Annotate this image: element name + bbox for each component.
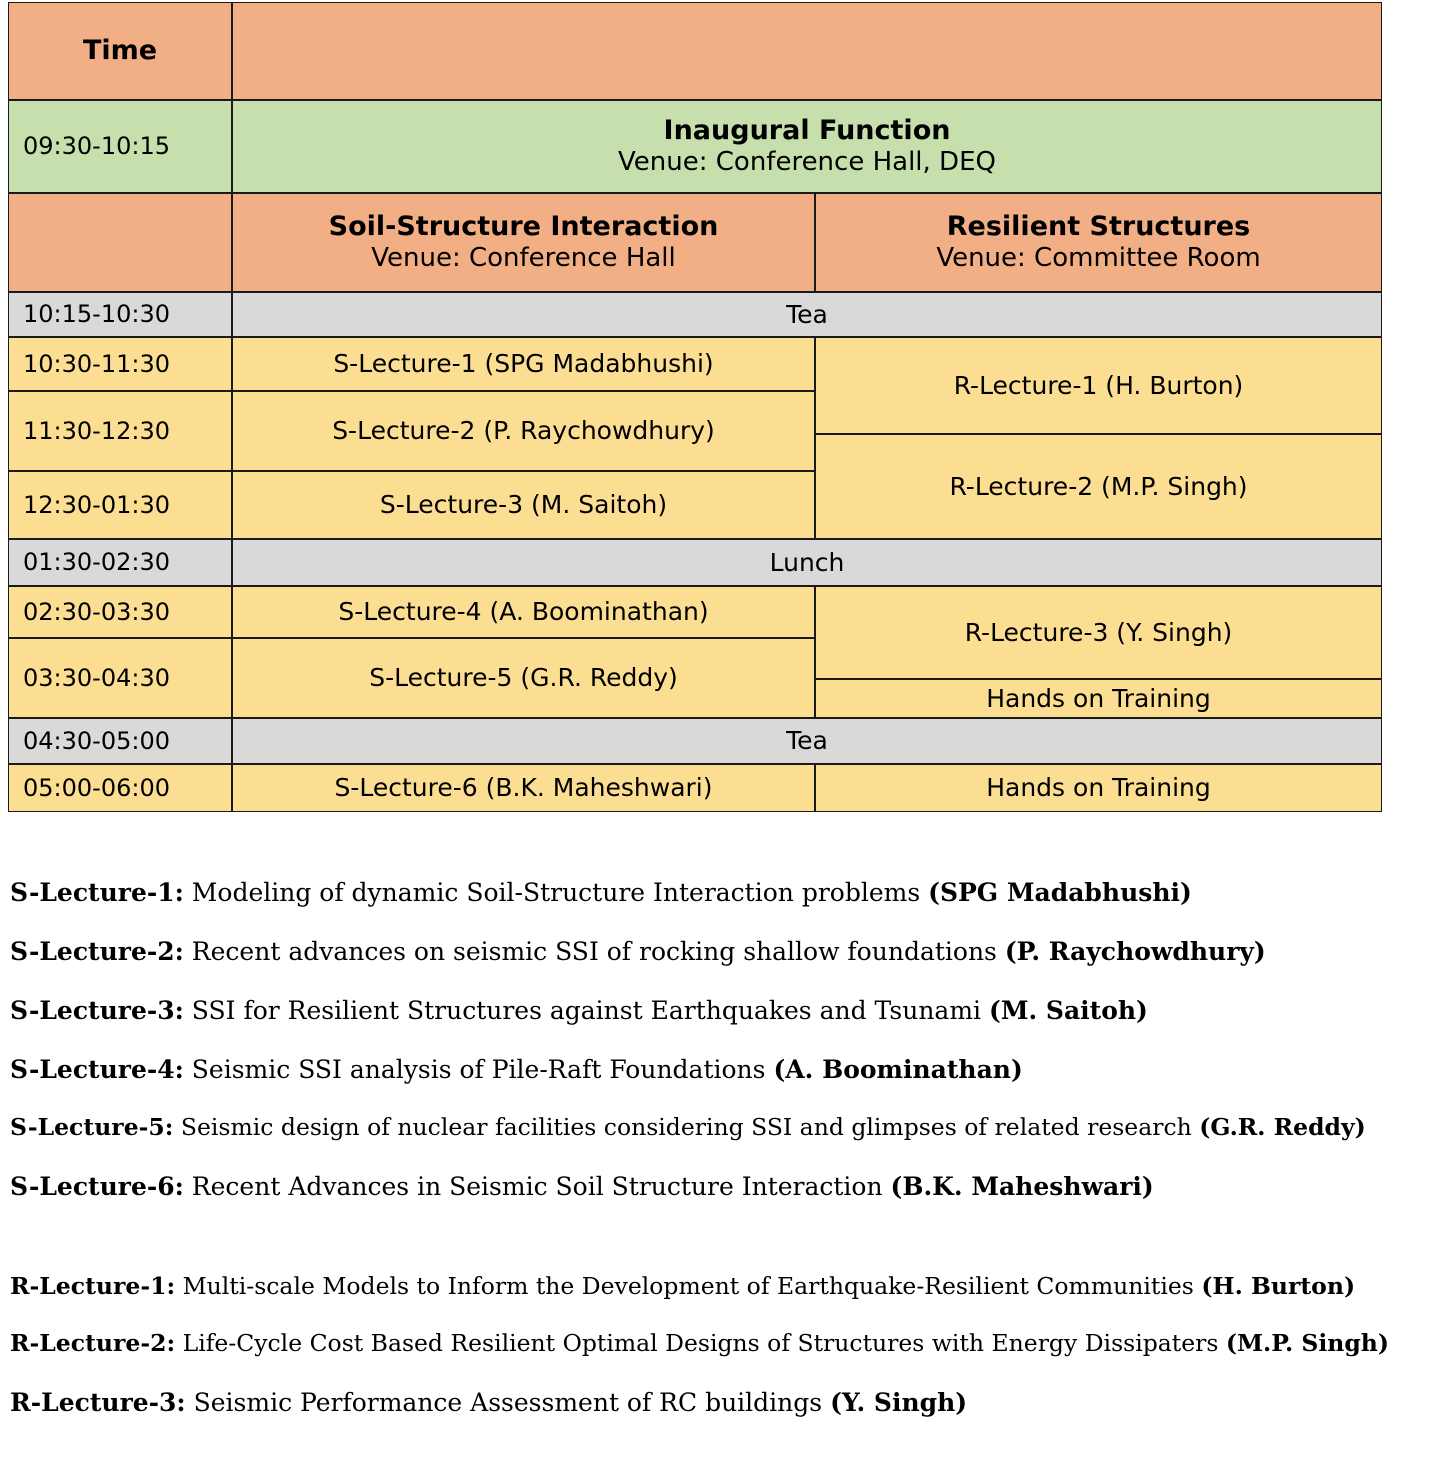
slot3-time-label: 12:30-01:30 <box>23 490 170 519</box>
note-r3-speaker: (Y. Singh) <box>830 1387 968 1417</box>
lecture-abstract-list <box>10 880 1435 1449</box>
slot2-soil-cell <box>232 391 815 471</box>
note-s3-speaker: (M. Saitoh) <box>988 996 1148 1025</box>
inaugural-function-cell <box>232 100 1382 193</box>
track-header-soil-structure <box>232 193 815 292</box>
tea1-break-cell <box>232 292 1382 337</box>
note-s5-label: S-Lecture-5: <box>10 1113 174 1141</box>
note-r1-label: R-Lecture-1: <box>10 1271 176 1300</box>
note-s6-body: Recent Advances in Seismic Soil Structure Interaction <box>183 1171 891 1201</box>
slot2-time-label: 11:30-12:30 <box>23 416 170 445</box>
r-lecture-1-entry: R-Lecture-1 (H. Burton) <box>953 370 1244 400</box>
slot1-time-cell <box>8 337 232 391</box>
tea1-time-label: 10:15-10:30 <box>23 300 170 329</box>
note-r1-body: Multi-scale Models to Inform the Development of Earthquake-Resilient Communities <box>175 1271 1202 1300</box>
track-header-resilient <box>815 193 1382 292</box>
note-s4-label: S-Lecture-4: <box>10 1055 184 1084</box>
note-s1-body: Modeling of dynamic Soil-Structure Interaction problems <box>183 878 929 907</box>
note-s-lecture-3 <box>10 998 1435 1023</box>
track-resilient-venue: Venue: Committee Room <box>936 243 1261 274</box>
lunch-time-label: 01:30-02:30 <box>23 548 170 577</box>
note-s-lecture-1 <box>10 880 1435 905</box>
lunch-label: Lunch <box>769 547 845 577</box>
note-s3-label: S-Lecture-3: <box>10 996 184 1025</box>
slot4-soil-cell <box>232 586 815 638</box>
note-s2-body: Recent advances on seismic SSI of rocking shallow foundations <box>183 937 1005 966</box>
slot5-time-label: 03:30-04:30 <box>23 663 170 692</box>
inaugural-venue: Venue: Conference Hall, DEQ <box>618 147 996 178</box>
slot4-time-label: 02:30-03:30 <box>23 597 170 626</box>
note-s6-speaker: (B.K. Maheshwari) <box>890 1171 1154 1201</box>
header-time-cell <box>8 2 232 100</box>
lunch-time-cell <box>8 539 232 586</box>
slot5-time-cell <box>8 638 232 718</box>
tea1-time-cell <box>8 292 232 337</box>
track-soil-title: Soil-Structure Interaction <box>328 211 719 243</box>
note-s3-body: SSI for Resilient Structures against Earthquakes and Tsunami <box>183 996 989 1025</box>
slot6-soil-cell <box>232 764 815 812</box>
r-lecture-3-entry: R-Lecture-3 (Y. Singh) <box>964 617 1233 647</box>
tea2-time-label: 04:30-05:00 <box>23 726 170 755</box>
inaugural-time-label: 09:30-10:15 <box>23 132 170 161</box>
note-s4-speaker: (A. Boominathan) <box>773 1055 1023 1084</box>
track-resilient-title: Resilient Structures <box>946 211 1251 243</box>
r-lecture-2-cell <box>815 434 1382 539</box>
note-r2-label: R-Lecture-2: <box>10 1329 176 1357</box>
slot5-soil-cell <box>232 638 815 718</box>
note-s-lecture-2 <box>10 939 1435 964</box>
s-lecture-3-entry: S-Lecture-3 (M. Saitoh) <box>379 490 668 520</box>
inaugural-time-cell <box>8 100 232 193</box>
note-r2-body: Life-Cycle Cost Based Resilient Optimal Designs of Structures with Energy Dissipaters <box>175 1329 1226 1357</box>
hands-on-training-2-cell <box>815 764 1382 812</box>
slot3-soil-cell <box>232 471 815 539</box>
s-lecture-2-entry: S-Lecture-2 (P. Raychowdhury) <box>332 416 715 446</box>
note-s6-label: S-Lecture-6: <box>10 1171 184 1201</box>
note-s4-body: Seismic SSI analysis of Pile-Raft Foundations <box>183 1055 774 1084</box>
slot1-time-label: 10:30-11:30 <box>23 349 170 378</box>
s-lecture-4-entry: S-Lecture-4 (A. Boominathan) <box>338 597 709 627</box>
s-lecture-6-entry: S-Lecture-6 (B.K. Maheshwari) <box>334 773 713 803</box>
tea1-label: Tea <box>786 299 828 329</box>
s-lecture-5-entry: S-Lecture-5 (G.R. Reddy) <box>369 663 678 693</box>
lunch-break-cell <box>232 539 1382 586</box>
slot3-time-cell <box>8 471 232 539</box>
note-s1-label: S-Lecture-1: <box>10 878 184 907</box>
note-s2-label: S-Lecture-2: <box>10 937 184 966</box>
r-lecture-3-cell <box>815 586 1382 679</box>
hands-on-training-1-cell <box>815 679 1382 718</box>
s-lecture-1-entry: S-Lecture-1 (SPG Madabhushi) <box>333 349 714 379</box>
note-r1-speaker: (H. Burton) <box>1201 1271 1356 1300</box>
r-lecture-2-entry: R-Lecture-2 (M.P. Singh) <box>949 471 1248 501</box>
slot6-time-label: 05:00-06:00 <box>23 773 170 802</box>
tea2-break-cell <box>232 718 1382 764</box>
r-lecture-1-cell <box>815 337 1382 434</box>
hands-on-training-2-entry: Hands on Training <box>986 773 1211 803</box>
note-s2-speaker: (P. Raychowdhury) <box>1004 937 1266 966</box>
tea2-label: Tea <box>786 726 828 756</box>
slot4-time-cell <box>8 586 232 638</box>
note-r2-speaker: (M.P. Singh) <box>1225 1329 1389 1357</box>
inaugural-title: Inaugural Function <box>663 115 951 147</box>
track-soil-venue: Venue: Conference Hall <box>371 243 676 274</box>
notes-section-divider <box>10 1233 1435 1275</box>
note-s-lecture-4 <box>10 1057 1435 1082</box>
note-s5-body: Seismic design of nuclear facilities considering SSI and glimpses of related research <box>173 1113 1200 1141</box>
slot6-time-cell <box>8 764 232 812</box>
note-s-lecture-6 <box>10 1171 1435 1201</box>
note-s1-speaker: (SPG Madabhushi) <box>928 878 1192 907</box>
hands-on-training-1-entry: Hands on Training <box>986 683 1211 713</box>
note-r-lecture-1 <box>10 1271 1435 1300</box>
note-r3-body: Seismic Performance Assessment of RC buildings <box>185 1387 831 1417</box>
slot2-time-cell <box>8 391 232 471</box>
note-s5-speaker: (G.R. Reddy) <box>1199 1113 1366 1141</box>
header-blank-cell <box>232 2 1382 100</box>
note-r-lecture-2 <box>10 1329 1435 1357</box>
note-r3-label: R-Lecture-3: <box>10 1387 186 1417</box>
tea2-time-cell <box>8 718 232 764</box>
track-header-time-blank <box>8 193 232 292</box>
conference-schedule-table <box>8 2 1382 812</box>
note-r-lecture-3 <box>10 1387 1435 1417</box>
header-time-label: Time <box>82 35 158 67</box>
slot1-soil-cell <box>232 337 815 391</box>
note-s-lecture-5 <box>10 1113 1435 1141</box>
